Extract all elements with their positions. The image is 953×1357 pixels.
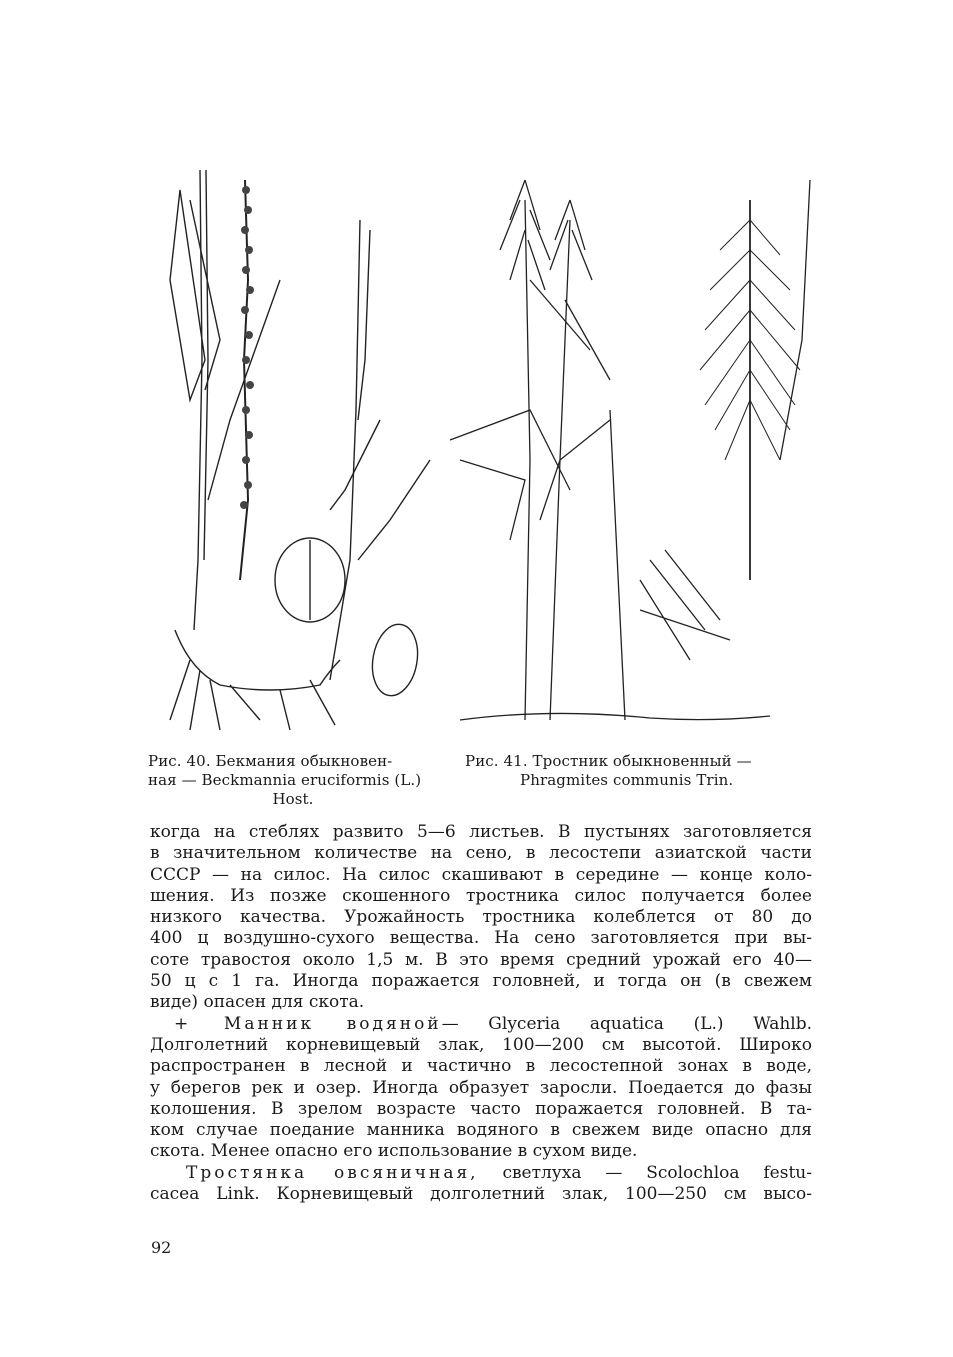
phragmites-drawing [450, 180, 810, 720]
text-line: в значительном количестве на сено, в лесостепи азиатской части [150, 843, 812, 864]
caption-line: Phragmites communis Trin. [520, 771, 734, 789]
caption-line: Рис. 40. Бекмания обыкновен- [148, 752, 393, 770]
caption-line: ная — Beckmannia eruciformis (L.) [148, 771, 422, 789]
page-number: 92 [151, 1238, 172, 1257]
body-text [150, 822, 812, 1205]
text-line: 50 ц с 1 га. Иногда поражается головней, и тогда он (в свежем [150, 971, 812, 992]
text-line: светлуха — Scolochloa festu- [502, 1162, 812, 1183]
text-line: СССР — на силос. На силос скашивают в середине — конце коло- [150, 864, 812, 885]
text-line: — Glyceria aquatica (L.) Wahlb. [441, 1013, 812, 1034]
text-line: распространен в лесной и частично в лесостепной зонах в воде, [150, 1056, 812, 1077]
figure-41-caption [465, 752, 810, 790]
text-line: шения. Из позже скошенного тростника силос получается более [150, 885, 812, 906]
text-line: колошения. В зрелом возрасте часто поражается головней. В та- [150, 1098, 812, 1119]
figure-40-caption [148, 752, 438, 809]
species-name-scolochloa: Тростянка овсяничная, [186, 1162, 479, 1183]
beckmannia-drawing [170, 170, 430, 730]
paragraph-glyceria-first-line [150, 1014, 812, 1035]
figures-area [130, 160, 830, 750]
species-name-glyceria: + Манник водяной [174, 1013, 442, 1034]
text-line: у берегов рек и озер. Иногда образует заросли. Поедается до фазы [150, 1077, 812, 1098]
text-line: cacea Link. Корневищевый долголетний злак, 100—250 см высо- [150, 1184, 812, 1205]
text-line: низкого качества. Урожайность тростника колеблется от 80 до [150, 907, 812, 928]
botanical-illustrations [130, 160, 830, 750]
caption-line: Host. [272, 790, 314, 808]
text-line: виде) опасен для скота. [150, 992, 365, 1013]
text-line: когда на стеблях развито 5—6 листьев. В пустынях заготовляется [150, 822, 812, 842]
text-line: соте травостоя около 1,5 м. В это время средний урожай его 40— [150, 949, 812, 970]
text-line: Долголетний корневищевый злак, 100—200 см высотой. Широко [150, 1034, 812, 1055]
caption-line: Рис. 41. Тростник обыкновенный — [465, 752, 752, 770]
paragraph-scolochloa-first-line [150, 1163, 812, 1184]
text-line: 400 ц воздушно-сухого вещества. На сено заготовляется при вы- [150, 928, 812, 949]
text-line: скота. Менее опасно его использование в сухом виде. [150, 1141, 638, 1162]
text-line: ком случае поедание манника водяного в свежем виде опасно для [150, 1120, 812, 1141]
